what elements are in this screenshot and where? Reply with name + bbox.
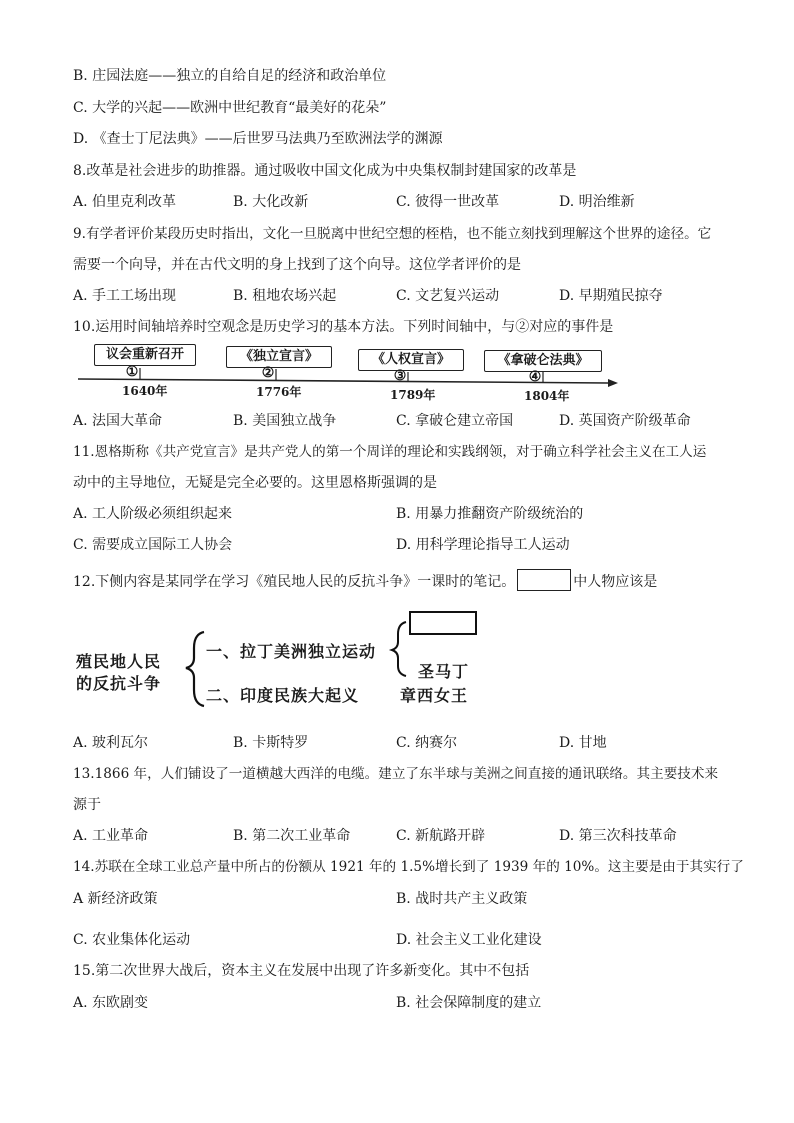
q12-option-b: B. 卡斯特罗 [233,735,309,751]
notes-sub-2: 章西女王 [400,686,469,705]
q9-option-b: B. 租地农场兴起 [233,288,337,304]
timeline-num-4: ④ [528,369,542,385]
q9-option-a: A. 手工工场出现 [73,288,177,304]
right-brace [392,622,406,676]
q11-option-d: D. 用科学理论指导工人运动 [396,537,570,553]
option-c-prev: C. 大学的兴起——欧洲中世纪教育“最美好的花朵” [73,100,387,116]
q9-option-d: D. 早期殖民掠夺 [559,288,663,304]
timeline-year-2: 1776年 [256,385,302,399]
notes-root-line2: 的反抗斗争 [76,674,162,693]
timeline-year-1: 1640年 [122,384,168,398]
q11-option-a: A. 工人阶级必须组织起来 [73,506,233,522]
q15-stem: 15.第二次世界大战后，资本主义在发展中出现了许多新变化。其中不包括 [73,963,530,979]
q12-stem-part2: 中人物应该是 [573,574,658,590]
q8-stem: 8.改革是社会进步的助推器。通过吸收中国文化成为中央集权制封建国家的改革是 [73,163,577,179]
q12-stem-part1: 12.下侧内容是某同学在学习《殖民地人民的反抗斗争》一课时的笔记。 [73,574,516,590]
q10-option-a: A. 法国大革命 [73,413,163,429]
q13-option-a: A. 工业革命 [73,828,149,844]
timeline-label-2: 《独立宣言》 [226,346,332,368]
q13-option-b: B. 第二次工业革命 [233,828,351,844]
timeline-label-4: 《拿破仑法典》 [484,350,602,372]
q14-option-d: D. 社会主义工业化建设 [396,932,542,948]
option-b-prev: B. 庄园法庭——独立的自给自足的经济和政治单位 [73,68,387,84]
notes-root-line1: 殖民地人民 [76,652,162,671]
q15-option-a: A. 东欧剧变 [73,995,149,1011]
q8-option-d: D. 明治维新 [559,194,635,210]
notes-sub-1: 圣马丁 [418,662,470,681]
q13-option-c: C. 新航路开辟 [396,828,486,844]
q14-option-c: C. 农业集体化运动 [73,932,191,948]
q12-option-a: A. 玻利瓦尔 [73,735,149,751]
q12-option-d: D. 甘地 [559,735,607,751]
timeline-arrow-head [608,379,618,387]
q12-stem [73,569,657,592]
q11-stem-line1: 11.恩格斯称《共产党宣言》是共产党人的第一个周详的理论和实践纲领，对于确立科学社会主义在工人运 [73,444,707,460]
q10-option-c: C. 拿破仑建立帝国 [396,413,514,429]
q11-option-b: B. 用暴力推翻资产阶级统治的 [396,506,584,522]
q11-option-c: C. 需要成立国际工人协会 [73,537,233,553]
q9-stem-line1: 9.有学者评价某段历史时指出，文化一旦脱离中世纪空想的桎梏，也不能立刻找到理解这个世界的途径。它 [73,226,712,242]
q13-stem-line1: 13.1866 年，人们铺设了一道横越大西洋的电缆。建立了东半球与美洲之间直接的通讯联络。其主要技术来 [73,766,719,782]
q12-option-c: C. 纳赛尔 [396,735,458,751]
q14-option-b: B. 战时共产主义政策 [396,891,528,907]
q14-stem: 14.苏联在全球工业总产量中所占的份额从 1921 年的 1.5%增长到了 1939 年的 10%。这主要是由于其实行了 [73,859,744,875]
notes-branch-2: 二、印度民族大起义 [206,686,360,705]
q8-option-a: A. 伯里克利改革 [73,194,177,210]
q9-stem-line2: 需要一个向导，并在古代文明的身上找到了这个向导。这位学者评价的是 [73,257,521,273]
notes-branch-1: 一、拉丁美洲独立运动 [206,642,377,661]
timeline-figure [78,342,618,402]
q9-option-c: C. 文艺复兴运动 [396,288,500,304]
q12-blank-box [517,569,571,591]
notes-blank-box [410,612,476,634]
timeline-year-4: 1804年 [524,389,570,403]
q11-stem-line2: 动中的主导地位，无疑是完全必要的。这里恩格斯强调的是 [73,475,437,491]
timeline-year-3: 1789年 [390,388,436,402]
q15-option-b: B. 社会保障制度的建立 [396,995,542,1011]
q10-option-d: D. 英国资产阶级革命 [559,413,691,429]
q13-option-d: D. 第三次科技革命 [559,828,677,844]
q8-option-c: C. 彼得一世改革 [396,194,500,210]
option-d-prev: D. 《查士丁尼法典》——后世罗马法典乃至欧洲法学的渊源 [73,131,443,147]
timeline-label-3: 《人权宣言》 [358,349,464,371]
q13-stem-line2: 源于 [73,797,101,813]
q12-notes-diagram [76,608,496,718]
timeline-label-1: 议会重新召开 [94,344,196,366]
q8-option-b: B. 大化改新 [233,194,309,210]
q10-stem: 10.运用时间轴培养时空观念是历史学习的基本方法。下列时间轴中，与②对应的事件是 [73,319,614,335]
q14-option-a: A 新经济政策 [73,891,158,907]
timeline-num-2: ② [261,365,275,381]
q10-option-b: B. 美国独立战争 [233,413,337,429]
left-brace [186,632,204,706]
timeline-num-3: ③ [393,368,407,384]
timeline-num-1: ① [125,364,139,380]
